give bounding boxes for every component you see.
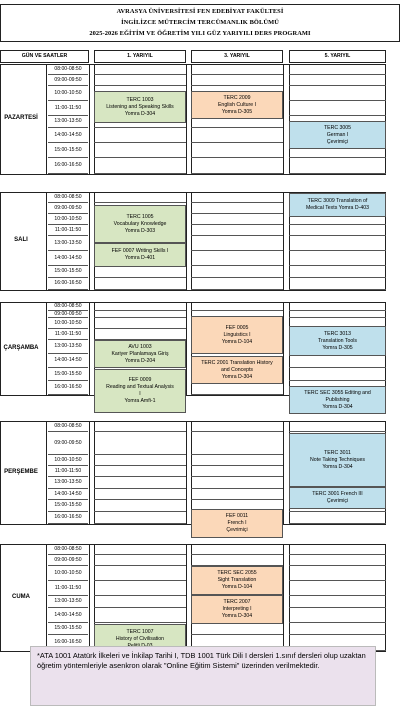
time-slot: 09:00-09:50 <box>48 311 88 318</box>
time-slot: 11:00-11:50 <box>48 581 88 596</box>
time-slot: 11:00-11:50 <box>48 225 88 236</box>
day-label: CUMA <box>12 593 30 600</box>
empty-cell <box>289 101 386 116</box>
time-slot: 15:00-15:50 <box>48 368 88 381</box>
column-divider <box>283 421 284 524</box>
column-divider <box>186 421 187 524</box>
faculty-title: AVRASYA ÜNİVERSİTESİ FEN EDEBİYAT FAKÜLTESİ <box>116 8 284 15</box>
time-slot: 15:00-15:50 <box>48 143 88 158</box>
time-slot: 09:00-09:50 <box>48 75 88 86</box>
empty-cell <box>191 266 283 278</box>
empty-cell <box>191 158 283 174</box>
empty-cell <box>289 544 386 555</box>
empty-cell <box>289 596 386 608</box>
column-divider <box>89 192 90 290</box>
footnote: *ATA 1001 Atatürk İlkeleri ve İnkilap Tarihi I, TDB 1001 Türk Dili I dersleri 1.sınıf dersleri olup uzaktan öğretim yöntemleriyle asenkron olarak "Online Eğitim Sistemi" üzerinden verilmektedir. <box>30 646 376 706</box>
time-slot: 15:00-15:50 <box>48 266 88 278</box>
course-terc-1003: TERC 1003 Listening and Speaking Skills Yomra D-304 <box>94 91 186 123</box>
time-slot: 15:00-15:50 <box>48 623 88 635</box>
header-semester-3: 3. YARIYIL <box>191 50 283 63</box>
course-terc-3001: TERC 3001 French III Çevrimiçi <box>289 487 386 509</box>
empty-cell <box>191 455 283 466</box>
empty-cell <box>94 266 186 278</box>
column-divider <box>283 192 284 290</box>
time-slot: 08:00-08:50 <box>48 302 88 311</box>
time-slot: 15:00-15:50 <box>48 500 88 512</box>
column-divider <box>283 302 284 395</box>
time-slot: 11:00-11:50 <box>48 329 88 340</box>
column-divider <box>186 64 187 174</box>
time-slot: 08:00-08:50 <box>48 64 88 75</box>
time-slot: 14:00-14:50 <box>48 354 88 368</box>
empty-cell <box>94 278 186 290</box>
empty-cell <box>289 86 386 101</box>
empty-cell <box>191 555 283 566</box>
empty-cell <box>289 64 386 75</box>
time-slot: 13:00-13:50 <box>48 116 88 128</box>
empty-cell <box>191 128 283 143</box>
column-divider <box>283 64 284 174</box>
course-terc-3011: TERC 3011 Note Taking Techniques Yomra D-304 <box>289 433 386 487</box>
empty-cell <box>289 623 386 635</box>
empty-cell <box>289 421 386 432</box>
empty-cell <box>94 477 186 489</box>
empty-cell <box>289 225 386 236</box>
column-divider <box>89 421 90 524</box>
empty-cell <box>191 278 283 290</box>
empty-cell <box>94 455 186 466</box>
time-slot: 09:00-09:50 <box>48 555 88 566</box>
empty-cell <box>289 75 386 86</box>
time-slot: 13:00-13:50 <box>48 596 88 608</box>
course-terc-sec-3055: TERC SEC 3055 Editing and Publishing Yomra D-304 <box>289 386 386 414</box>
course-terc-2009: TERC 2009 English Culture I Yomra D-305 <box>191 91 283 119</box>
course-terc-1007: TERC 1007 History of Civilisation <box>94 624 186 654</box>
column-divider <box>283 544 284 651</box>
course-fef-0007: FEF 0007 Writing Skills I Yomra D-401 <box>94 243 186 267</box>
course-fef-0009: FEF 0009 Reading and Textual Analysis I Yomra Amfi-1 <box>94 369 186 413</box>
empty-cell <box>289 278 386 290</box>
empty-cell <box>94 421 186 432</box>
course-terc-sec-2055: TERC SEC 2055 Sight Translation Yomra D-104 <box>191 566 283 595</box>
empty-cell <box>94 143 186 158</box>
header-day-time: GÜN VE SAATLER <box>0 50 89 63</box>
column-divider <box>46 421 47 524</box>
time-slot: 10:00-10:50 <box>48 566 88 581</box>
empty-cell <box>94 318 186 329</box>
course-terc-1005: TERC 1005 Vocabulary Knowledge Yomra D-303 <box>94 205 186 243</box>
time-slot: 08:00-08:50 <box>48 192 88 203</box>
time-slot: 13:00-13:50 <box>48 477 88 489</box>
empty-cell <box>94 466 186 477</box>
time-slot: 16:00-16:50 <box>48 278 88 290</box>
time-slot: 08:00-08:50 <box>48 421 88 432</box>
empty-cell <box>94 432 186 455</box>
header-semester-5: 5. YARIYIL <box>289 50 386 63</box>
course-terc-3009: TERC 3009 Translation of Medical Texts Yomra D-403 <box>289 193 386 217</box>
empty-cell <box>94 500 186 512</box>
empty-cell <box>289 566 386 581</box>
column-divider <box>89 544 90 651</box>
time-slot: 16:00-16:50 <box>48 381 88 395</box>
empty-cell <box>289 555 386 566</box>
course-terc-3013: TERC 3013 Translation Tools Yomra D-305 <box>289 326 386 356</box>
column-divider <box>186 302 187 395</box>
empty-cell <box>289 581 386 596</box>
empty-cell <box>191 466 283 477</box>
empty-cell <box>94 329 186 340</box>
empty-cell <box>289 251 386 266</box>
empty-cell <box>289 354 386 368</box>
empty-cell <box>289 512 386 524</box>
course-avu-1003: AVU 1003 Kariyer Planlamaya Giriş Yomra D-204 <box>94 340 186 368</box>
department-title: İNGİLİZCE MÜTERCİM TERCÜMANLIK BÖLÜMÜ <box>121 19 279 26</box>
empty-cell <box>191 64 283 75</box>
time-slot: 10:00-10:50 <box>48 214 88 225</box>
column-divider <box>46 192 47 290</box>
day-label: ÇARŞAMBA <box>3 344 39 351</box>
course-fef-0011: FEF 0011 French I Çevrimiçi <box>191 509 283 538</box>
empty-cell <box>289 302 386 311</box>
course-fef-0005: FEF 0005 Linguistics I Yomra D-104 <box>191 316 283 354</box>
empty-cell <box>191 432 283 455</box>
empty-cell <box>94 64 186 75</box>
empty-cell <box>94 608 186 623</box>
time-slot: 13:00-13:50 <box>48 236 88 251</box>
empty-cell <box>94 158 186 174</box>
empty-cell <box>289 311 386 318</box>
empty-cell <box>289 266 386 278</box>
empty-cell <box>191 143 283 158</box>
empty-cell <box>191 302 283 311</box>
time-slot: 16:00-16:50 <box>48 158 88 174</box>
empty-cell <box>94 566 186 581</box>
time-slot: 11:00-11:50 <box>48 466 88 477</box>
time-slot: 14:00-14:50 <box>48 251 88 266</box>
time-slot: 10:00-10:50 <box>48 455 88 466</box>
column-divider <box>186 192 187 290</box>
empty-cell <box>94 302 186 311</box>
empty-cell <box>94 128 186 143</box>
empty-cell <box>94 581 186 596</box>
empty-cell <box>94 555 186 566</box>
time-slot: 14:00-14:50 <box>48 128 88 143</box>
course-terc-2007: TERC 2007 Interpreting I Yomra D-304 <box>191 595 283 624</box>
time-slot: 10:00-10:50 <box>48 318 88 329</box>
empty-cell <box>191 75 283 86</box>
empty-cell <box>289 368 386 381</box>
day-label: PAZARTESİ <box>4 115 38 121</box>
course-terc-3005: TERC 3005 German I Çevrimiçi <box>289 121 386 149</box>
program-title: 2025-2026 EĞİTİM VE ÖĞRETİM YILI GÜZ YARIYILI DERS PROGRAMI <box>89 30 311 37</box>
column-divider <box>89 302 90 395</box>
empty-cell <box>94 596 186 608</box>
empty-cell <box>191 236 283 251</box>
time-slot: 11:00-11:50 <box>48 101 88 116</box>
column-divider <box>186 544 187 651</box>
empty-cell <box>191 623 283 635</box>
day-label: PERŞEMBE <box>4 468 38 475</box>
empty-cell <box>94 192 186 203</box>
empty-cell <box>191 251 283 266</box>
time-slot: 09:00-09:50 <box>48 203 88 214</box>
column-divider <box>46 64 47 174</box>
empty-cell <box>191 225 283 236</box>
course-terc-2001: TERC 2001 Translation History and Concepts Yomra D-304 <box>191 356 283 384</box>
time-slot: 16:00-16:50 <box>48 512 88 524</box>
day-label: SALI <box>14 237 28 243</box>
time-slot: 09:00-09:50 <box>48 432 88 455</box>
time-slot: 16:00-16:50 <box>48 635 88 651</box>
empty-cell <box>289 236 386 251</box>
empty-cell <box>191 477 283 489</box>
time-slot: 10:00-10:50 <box>48 86 88 101</box>
header-semester-1: 1. YARIYIL <box>94 50 186 63</box>
column-divider <box>46 302 47 395</box>
empty-cell <box>191 544 283 555</box>
time-slot: 14:00-14:50 <box>48 608 88 623</box>
empty-cell <box>289 158 386 174</box>
empty-cell <box>191 192 283 203</box>
empty-cell <box>94 489 186 500</box>
column-divider <box>46 544 47 651</box>
time-slot: 14:00-14:50 <box>48 489 88 500</box>
empty-cell <box>94 544 186 555</box>
empty-cell <box>289 608 386 623</box>
empty-cell <box>191 214 283 225</box>
title-frame <box>0 4 400 42</box>
time-slot: 08:00-08:50 <box>48 544 88 555</box>
column-divider <box>89 64 90 174</box>
empty-cell <box>94 311 186 318</box>
empty-cell <box>94 75 186 86</box>
empty-cell <box>191 203 283 214</box>
empty-cell <box>191 489 283 500</box>
empty-cell <box>94 512 186 524</box>
empty-cell <box>191 421 283 432</box>
time-slot: 13:00-13:50 <box>48 340 88 354</box>
